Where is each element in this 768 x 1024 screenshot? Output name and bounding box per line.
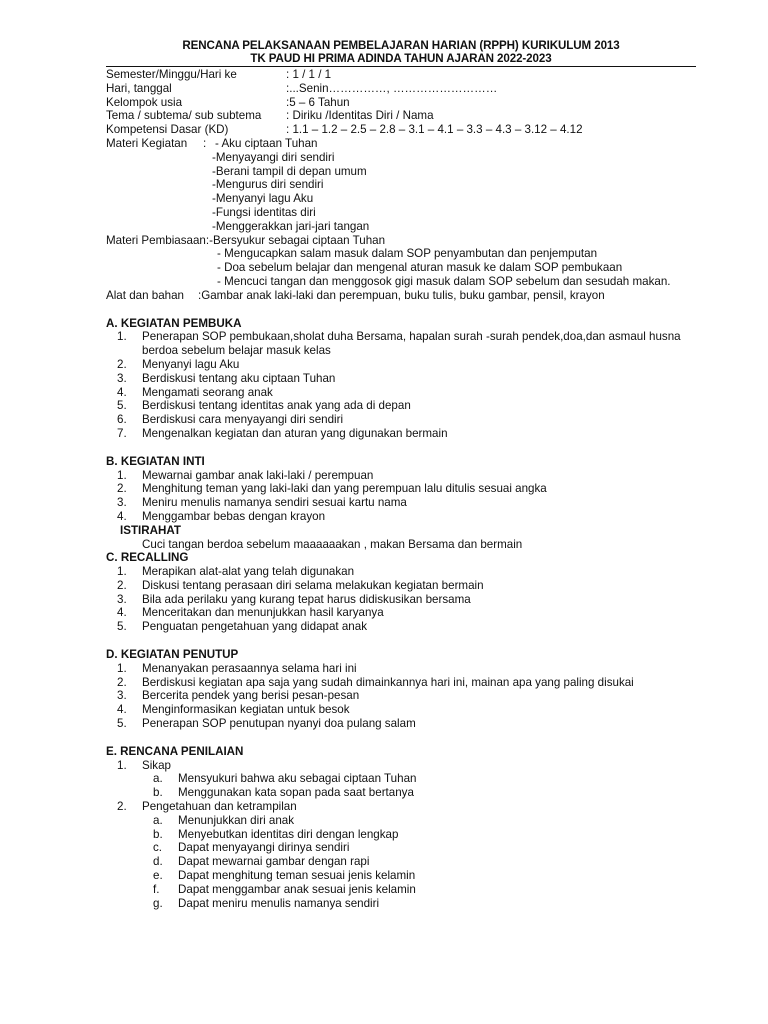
list-letter: b. [153, 786, 163, 800]
list-item [106, 427, 696, 441]
list-text: Berdiskusi tentang identitas anak yang ada di depan [142, 399, 411, 413]
list-item: -Mengurus diri sendiri [212, 178, 324, 192]
list-item [106, 883, 696, 897]
list-item [106, 759, 696, 773]
materi-pembiasaan-label: Materi Pembiasaan: [106, 233, 210, 247]
alat-bahan-row [106, 289, 696, 303]
list-item [106, 689, 696, 703]
info-value: : 1 / 1 / 1 [286, 68, 332, 81]
list-item [106, 358, 696, 372]
list-item [106, 869, 696, 883]
list-number: 2. [117, 800, 127, 814]
list-text [142, 330, 696, 358]
section-title-inti: B. KEGIATAN INTI [106, 454, 205, 468]
section-title-pembuka: A. KEGIATAN PEMBUKA [106, 316, 242, 330]
info-label: Kelompok usia [106, 95, 183, 109]
list-item: - Mencuci tangan dan menggosok gigi masuk dalam SOP sebelum dan sesudah makan. [217, 274, 671, 288]
list-letter: g. [153, 896, 163, 910]
list-item: -Fungsi identitas diri [212, 205, 316, 219]
document-title-line1: RENCANA PELAKSANAAN PEMBELAJARAN HARIAN (RPPH) KURIKULUM 2013 [182, 39, 620, 52]
list-letter: d. [153, 855, 163, 869]
list-number: 4. [117, 606, 127, 620]
title-divider [106, 66, 696, 67]
list-item [106, 828, 696, 842]
section-title-recalling: C. RECALLING [106, 551, 189, 565]
list-text-line1: Penerapan SOP pembukaan,sholat duha Bersama, hapalan surah -surah pendek,doa,dan asmaul husna [142, 330, 681, 344]
list-number: 7. [117, 426, 127, 440]
list-number: 3. [117, 689, 127, 703]
info-row-tema [106, 109, 696, 123]
list-text: Merapikan alat-alat yang telah digunakan [142, 565, 355, 579]
list-item [106, 579, 696, 593]
list-text: Mensyukuri bahwa aku sebagai ciptaan Tuhan [178, 772, 417, 786]
list-number: 2. [117, 357, 127, 371]
list-text: Dapat mewarnai gambar dengan rapi [178, 855, 370, 869]
materi-pembiasaan [106, 234, 696, 289]
list-text: Menyebutkan identitas diri dengan lengkap [178, 827, 399, 841]
section-title-penilaian: E. RENCANA PENILAIAN [106, 744, 244, 758]
info-label: Kompetensi Dasar (KD) [106, 123, 229, 137]
list-number: 5. [117, 620, 127, 634]
list-text: Sikap [142, 758, 172, 772]
istirahat-text: Cuci tangan berdoa sebelum maaaaaakan , makan Bersama dan bermain [142, 537, 523, 551]
info-row-kd [106, 123, 696, 137]
list-item [106, 717, 696, 731]
section-title-penutup: D. KEGIATAN PENUTUP [106, 648, 239, 662]
list-text-line2: berdoa sebelum belajar masuk kelas [142, 344, 331, 358]
list-text: Menceritakan dan menunjukkan hasil karyanya [142, 606, 384, 620]
list-text: Menginformasikan kegiatan untuk besok [142, 703, 350, 717]
penilaian-list-2 [106, 800, 696, 814]
list-item [106, 855, 696, 869]
istirahat-title: ISTIRAHAT [120, 523, 181, 537]
info-value: : 1.1 – 1.2 – 2.5 – 2.8 – 3.1 – 4.1 – 3.3 – 4.3 – 3.12 – 4.12 [286, 123, 583, 137]
list-number: 5. [117, 399, 127, 413]
list-item [106, 800, 696, 814]
info-label: Semester/Minggu/Hari ke [106, 68, 237, 81]
list-number: 1. [117, 758, 127, 772]
list-number: 1. [117, 330, 127, 344]
penilaian-list [106, 759, 696, 773]
list-item [106, 330, 696, 358]
list-number: 4. [117, 703, 127, 717]
list-letter: a. [153, 772, 163, 786]
list-item: -Menyayangi diri sendiri [212, 150, 335, 164]
list-text: Menggunakan kata sopan pada saat bertanya [178, 786, 414, 800]
list-text: Pengetahuan dan ketrampilan [142, 800, 297, 814]
list-number: 3. [117, 592, 127, 606]
list-item: - Mengucapkan salam masuk dalam SOP penyambutan dan penjemputan [217, 247, 598, 261]
list-item: -Menggerakkan jari-jari tangan [212, 219, 370, 233]
list-item [106, 772, 696, 786]
list-number: 2. [117, 675, 127, 689]
list-number: 4. [117, 509, 127, 523]
materi-pembiasaan-row [106, 234, 696, 248]
list-item [106, 593, 696, 607]
list-text: Menyanyi lagu Aku [142, 357, 240, 371]
list-text: Meniru menulis namanya sendiri sesuai kartu nama [142, 496, 407, 510]
list-item [106, 510, 696, 524]
info-row-kelompok [106, 96, 696, 110]
list-item: - Doa sebelum belajar dan mengenal aturan masuk ke dalam SOP pembukaan [217, 261, 623, 275]
list-text: Menunjukkan diri anak [178, 813, 295, 827]
list-item [106, 897, 696, 911]
recalling-list [106, 565, 696, 634]
list-text: Bercerita pendek yang berisi pesan-pesan [142, 689, 360, 703]
list-letter: a. [153, 813, 163, 827]
materi-kegiatan-label: Materi Kegiatan [106, 136, 188, 150]
list-text: Dapat menggambar anak sesuai jenis kelamin [178, 882, 416, 896]
materi-kegiatan-row [106, 137, 696, 151]
info-label: Hari, tanggal [106, 81, 172, 95]
document-title-line2: TK PAUD HI PRIMA ADINDA TAHUN AJARAN 2022-2023 [250, 52, 552, 65]
list-text: Berdiskusi kegiatan apa saja yang sudah dimainkannya hari ini, mainan apa yang paling disukai [142, 675, 634, 689]
list-text: Penerapan SOP penutupan nyanyi doa pulang salam [142, 717, 416, 731]
list-text: Dapat menghitung teman sesuai jenis kelamin [178, 869, 416, 883]
list-letter: b. [153, 827, 163, 841]
list-text: Dapat menyayangi dirinya sendiri [178, 841, 350, 855]
list-number: 2. [117, 482, 127, 496]
list-number: 2. [117, 578, 127, 592]
pengetahuan-sublist [106, 814, 696, 911]
list-item [106, 413, 696, 427]
list-text: Menghitung teman yang laki-laki dan yang perempuan lalu ditulis sesuai angka [142, 482, 547, 496]
list-item: -Berani tampil di depan umum [212, 164, 367, 178]
list-item [106, 620, 696, 634]
info-row-hari [106, 82, 696, 96]
materi-pembiasaan-first: -Bersyukur sebagai ciptaan Tuhan [209, 233, 386, 247]
list-item [106, 496, 696, 510]
list-item [106, 386, 696, 400]
info-block [106, 68, 696, 137]
list-number: 1. [117, 565, 127, 579]
info-value: :5 – 6 Tahun [286, 95, 350, 109]
penutup-list [106, 662, 696, 731]
list-item [106, 703, 696, 717]
pembuka-list [106, 330, 696, 440]
list-item [106, 399, 696, 413]
info-label: Tema / subtema/ sub subtema [106, 109, 262, 123]
list-item [106, 814, 696, 828]
list-text: Diskusi tentang perasaan diri selama melakukan kegiatan bermain [142, 578, 484, 592]
list-letter: f. [153, 882, 160, 896]
alat-bahan-label: Alat dan bahan [106, 288, 185, 302]
info-row-semester [106, 68, 696, 82]
list-number: 6. [117, 413, 127, 427]
list-number: 3. [117, 371, 127, 385]
list-item [106, 482, 696, 496]
list-item [106, 606, 696, 620]
list-text: Menggambar bebas dengan krayon [142, 509, 326, 523]
list-letter: c. [153, 841, 163, 855]
list-number: 5. [117, 717, 127, 731]
alat-bahan-value: :Gambar anak laki-laki dan perempuan, buku tulis, buku gambar, pensil, krayon [198, 288, 605, 302]
list-text: Berdiskusi tentang aku ciptaan Tuhan [142, 371, 336, 385]
list-text: Menanyakan perasaannya selama hari ini [142, 661, 357, 675]
list-number: 4. [117, 385, 127, 399]
list-text: Penguatan pengetahuan yang didapat anak [142, 620, 367, 634]
materi-kegiatan-colon: : [203, 136, 207, 150]
list-item [106, 469, 696, 483]
list-item [106, 372, 696, 386]
list-item [106, 662, 696, 676]
list-number: 3. [117, 496, 127, 510]
list-item [106, 786, 696, 800]
list-text: Bila ada perilaku yang kurang tepat harus didiskusikan bersama [142, 592, 471, 606]
list-item [106, 565, 696, 579]
list-item: -Menyanyi lagu Aku [212, 192, 314, 206]
list-text: Mewarnai gambar anak laki-laki / perempuan [142, 468, 374, 482]
list-text: Dapat meniru menulis namanya sendiri [178, 896, 380, 910]
list-text: Mengamati seorang anak [142, 385, 273, 399]
list-item [106, 841, 696, 855]
info-value: : Diriku /Identitas Diri / Nama [286, 109, 434, 123]
inti-list [106, 469, 696, 524]
list-text: Berdiskusi cara menyayangi diri sendiri [142, 413, 344, 427]
list-number: 1. [117, 661, 127, 675]
info-value: :...Senin……………, ……………………… [286, 81, 498, 95]
sikap-sublist [106, 772, 696, 800]
materi-kegiatan [106, 137, 696, 234]
list-text: Mengenalkan kegiatan dan aturan yang digunakan bermain [142, 426, 448, 440]
list-letter: e. [153, 869, 163, 883]
list-number: 1. [117, 468, 127, 482]
list-item [106, 676, 696, 690]
materi-kegiatan-first: - Aku ciptaan Tuhan [215, 136, 318, 150]
